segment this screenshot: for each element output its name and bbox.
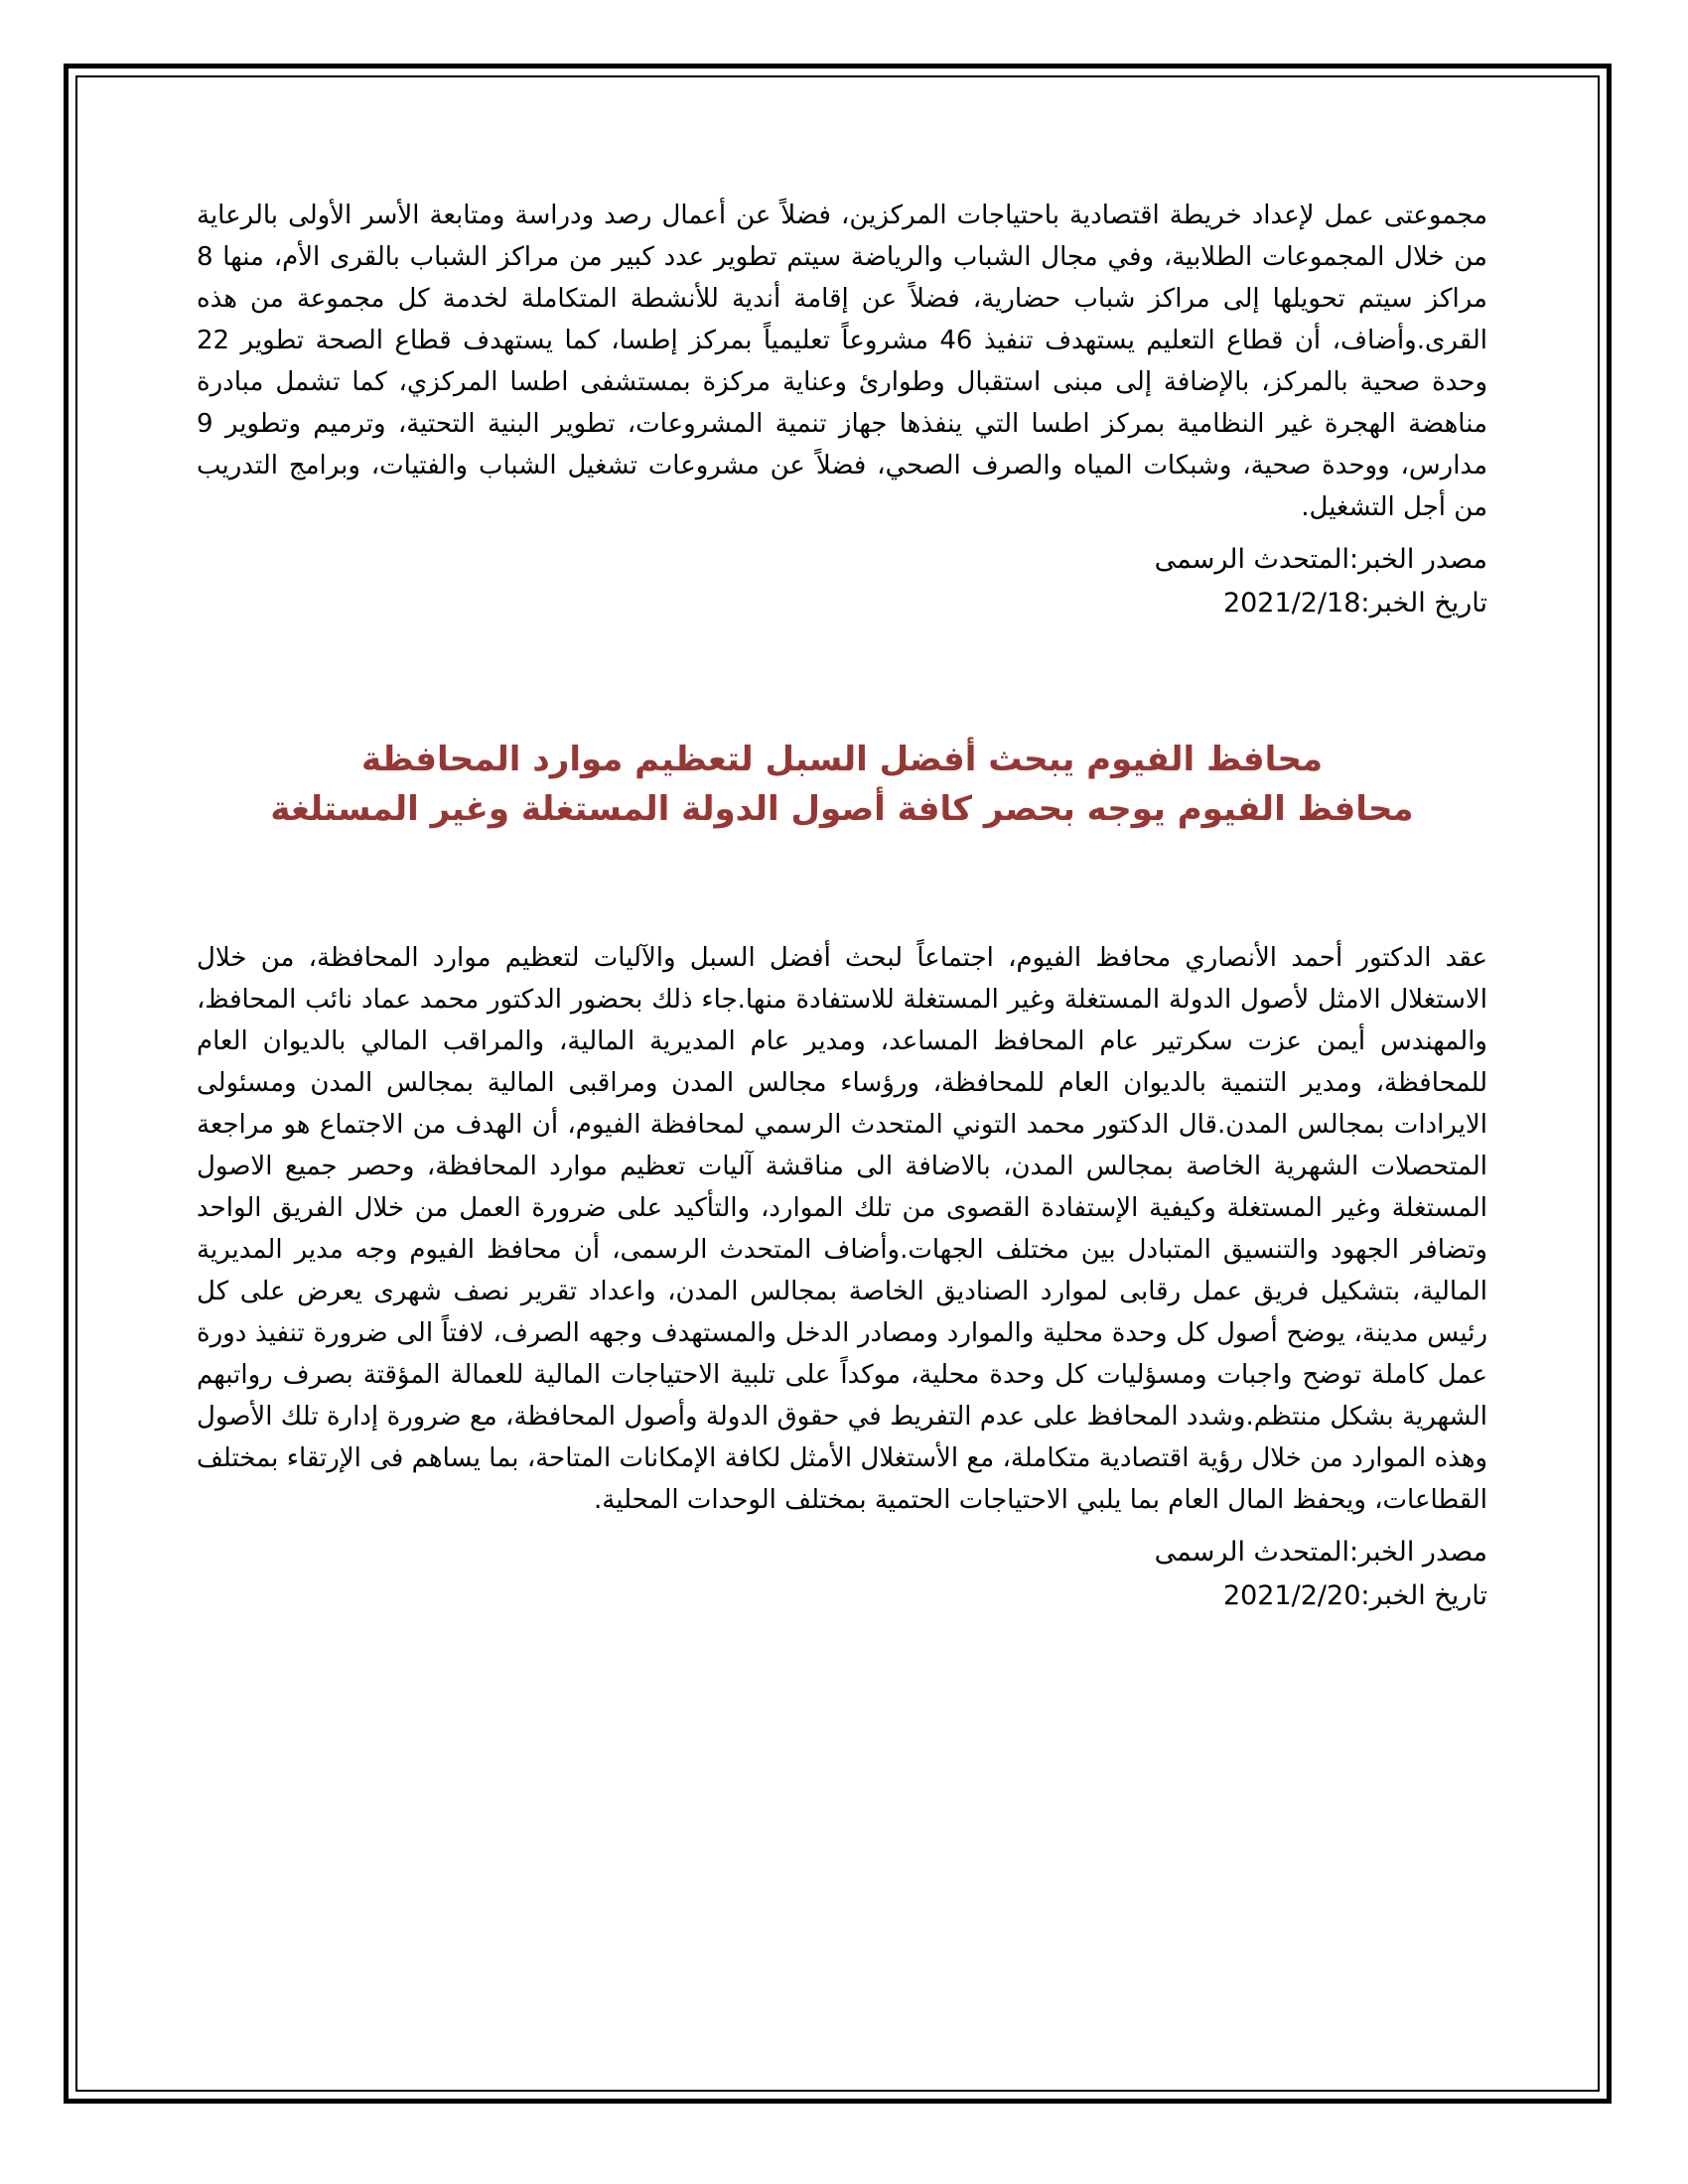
- article-2: [197, 735, 1487, 1618]
- article-2-headline-2: محافظ الفيوم يوجه بحصر كافة أصول الدولة المستغلة وغير المستلغة: [270, 789, 1414, 829]
- article-2-headline-1: محافظ الفيوم يبحث أفضل السبل لتعظيم موارد المحافظة: [360, 740, 1324, 779]
- article-2-headlines: [197, 735, 1487, 834]
- article-2-date: تاريخ الخبر:2021/2/20: [1222, 1580, 1487, 1611]
- article-1-source: مصدر الخبر:المتحدث الرسمى: [1154, 544, 1487, 575]
- document-content: [197, 195, 1487, 1618]
- article-1: [197, 195, 1487, 625]
- article-1-body: مجموعتى عمل لإعداد خريطة اقتصادية باحتياجات المركزين، فضلاً عن أعمال رصد ودراسة ومتابعة الأسر الأولى بالرعاية من خلال المجموعات الطلابية، وفي مجال الشباب والرياضة سيتم تطوير عدد كبير من مراكز الشباب بالقرى الأم، منها 8 مراكز سيتم تحويلها إلى مراكز شباب حضارية، فضلاً عن إقامة أندية للأنشطة المتكاملة لخدمة كل مجموعة من هذه القرى.وأضاف، أن قطاع التعليم يستهدف تنفيذ 46 مشروعاً تعليمياً بمركز إطسا، كما يستهدف قطاع الصحة تطوير 22 وحدة صحية بالمركز، بالإضافة إلى مبنى استقبال وطوارئ وعناية مركزة بمستشفى اطسا المركزي، كما تشمل مبادرة مناهضة الهجرة غير النظامية بمركز اطسا التي ينفذها جهاز تنمية المشروعات، تطوير البنية التحتية، وترميم وتطوير 9 مدارس، ووحدة صحية، وشبكات المياه والصرف الصحي، فضلاً عن مشروعات تشغيل الشباب والفتيات، وبرامج التدريب من أجل التشغيل.: [197, 201, 1487, 522]
- article-2-body: عقد الدكتور أحمد الأنصاري محافظ الفيوم، اجتماعاً لبحث أفضل السبل والآليات لتعظيم موارد المحافظة، من خلال الاستغلال الامثل لأصول الدولة المستغلة وغير المستغلة للاستفادة منها.جاء ذلك بحضور الدكتور محمد عماد نائب المحافظ، والمهندس أيمن عزت سكرتير عام المحافظ المساعد، ومدير عام المديرية المالية، والمراقب المالي بالديوان العام للمحافظة، ومدير التنمية بالديوان العام للمحافظة، ورؤساء مجالس المدن ومراقبى المالية بمجالس المدن ومسئولى الايرادات بمجالس المدن.قال الدكتور محمد التوني المتحدث الرسمي لمحافظة الفيوم، أن الهدف من الاجتماع هو مراجعة المتحصلات الشهرية الخاصة بمجالس المدن، بالاضافة الى مناقشة آليات تعظيم موارد المحافظة، وحصر جميع الاصول المستغلة وغير المستغلة وكيفية الإستفادة القصوى من تلك الموارد، والتأكيد على ضرورة العمل من خلال الفريق الواحد وتضافر الجهود والتنسيق المتبادل بين مختلف الجهات.وأضاف المتحدث الرسمى، أن محافظ الفيوم وجه مدير المديرية المالية، بتشكيل فريق عمل رقابى لموارد الصناديق الخاصة بمجالس المدن، واعداد تقرير نصف شهرى يعرض على كل رئيس مدينة، يوضح أصول كل وحدة محلية والموارد ومصادر الدخل والمستهدف وجهه الصرف، لافتاً الى ضرورة تنفيذ دورة عمل كاملة توضح واجبات ومسؤليات كل وحدة محلية، موكداً على تلبية الاحتياجات المالية للعمالة المؤقتة بصرف رواتبهم الشهرية بشكل منتظم.وشدد المحافظ على عدم التفريط في حقوق الدولة وأصول المحافظة، مع ضرورة إدارة تلك الأصول وهذه الموارد من خلال رؤية اقتصادية متكاملة، مع الأستغلال الأمثل لكافة الإمكانات المتاحة، بما يساهم فى الإرتقاء بمختلف القطاعات، ويحفظ المال العام بما يلبي الاحتياجات الحتمية بمختلف الوحدات المحلية.: [197, 943, 1487, 1515]
- article-1-meta: [197, 538, 1487, 625]
- article-2-source: مصدر الخبر:المتحدث الرسمى: [1154, 1537, 1487, 1568]
- article-2-meta: [197, 1531, 1487, 1618]
- article-1-date: تاريخ الخبر:2021/2/18: [1222, 588, 1487, 618]
